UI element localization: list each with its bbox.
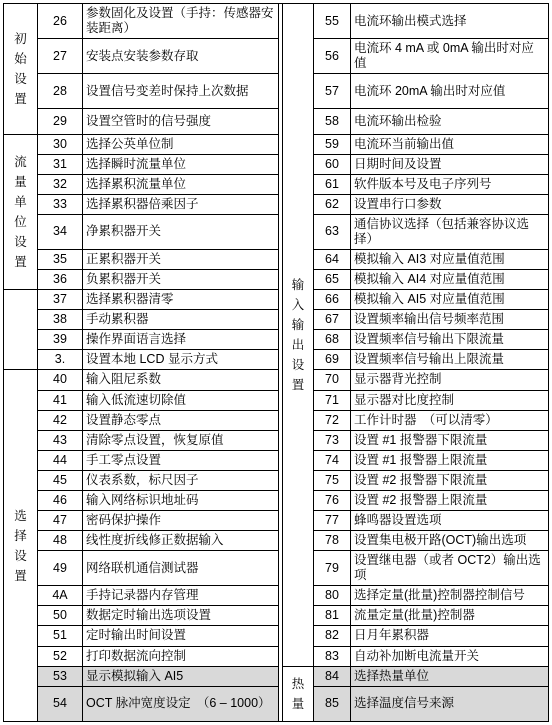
item-number: 40 [38,370,83,390]
table-row [4,270,549,290]
item-description: 密码保护操作 [83,510,279,530]
item-description: 设置空管时的信号强度 [83,109,279,134]
item-number: 46 [38,490,83,510]
item-description: 设置串行口参数 [351,194,549,214]
item-description: 自动补加断电流量开关 [351,646,549,666]
table-row [4,586,549,606]
table-row [4,290,549,310]
item-number: 4A [38,586,83,606]
item-number: 33 [38,194,83,214]
table-row [4,74,549,109]
item-description: 输入网络标识地址码 [83,490,279,510]
item-description: 日期时间及设置 [351,154,549,174]
item-number: 78 [314,531,351,551]
item-description: 选择累积器清零 [83,290,279,310]
table-row [4,430,549,450]
table-row [4,531,549,551]
item-number: 51 [38,626,83,646]
item-number: 64 [314,249,351,269]
item-number: 45 [38,470,83,490]
item-description: 流量定量(批量)控制器 [351,606,549,626]
item-description: 设置静态零点 [83,410,279,430]
item-number: 66 [314,290,351,310]
group-label-text: 选择设置 [14,508,27,583]
table-row [4,551,549,586]
table-row [4,109,549,134]
item-number: 75 [314,470,351,490]
item-description: 设置频率信号输出上限流量 [351,350,549,370]
item-number: 50 [38,606,83,626]
table-row [4,214,549,249]
item-description: 设置 #1 报警器下限流量 [351,430,549,450]
item-number: 76 [314,490,351,510]
table-row [4,510,549,530]
item-number: 32 [38,174,83,194]
item-description: 日月年累积器 [351,626,549,646]
item-number: 3. [38,350,83,370]
item-number: 48 [38,531,83,551]
item-number: 52 [38,646,83,666]
item-number: 67 [314,310,351,330]
group-label [283,666,314,721]
item-number: 80 [314,586,351,606]
table-row [4,470,549,490]
item-description: 模拟输入 AI3 对应量值范围 [351,249,549,269]
item-description: 选择温度信号来源 [351,686,549,721]
group-label [4,290,38,370]
item-number: 54 [38,686,83,721]
item-description: 显示器背光控制 [351,370,549,390]
item-number: 56 [314,39,351,74]
item-description: 操作界面语言选择 [83,330,279,350]
item-description: 设置 #2 报警器上限流量 [351,490,549,510]
item-number: 77 [314,510,351,530]
table-row [4,310,549,330]
item-description: 设置频率输出信号频率范围 [351,310,549,330]
item-number: 39 [38,330,83,350]
item-number: 55 [314,4,351,39]
item-description: 电流环输出模式选择 [351,4,549,39]
item-description: 数据定时输出选项设置 [83,606,279,626]
group-label-text: 流量单位设置 [14,154,27,269]
table-row [4,606,549,626]
table-row [4,666,549,686]
item-number: 26 [38,4,83,39]
item-description: 参数固化及设置（手持：传感器安装距离） [83,4,279,39]
item-description: 电流环 4 mA 或 0mA 输出时对应值 [351,39,549,74]
item-number: 84 [314,666,351,686]
table-row [4,154,549,174]
item-number: 42 [38,410,83,430]
item-number: 43 [38,430,83,450]
group-label-text: 输入输出设置 [291,277,305,392]
item-number: 47 [38,510,83,530]
item-description: 手动累积器 [83,310,279,330]
table-row [4,249,549,269]
item-number: 61 [314,174,351,194]
group-label [4,134,38,290]
item-description: 工作计时器 （可以清零） [351,410,549,430]
item-description: 选择定量(批量)控制器控制信号 [351,586,549,606]
item-description: 设置继电器（或者 OCT2）输出选项 [351,551,549,586]
item-number: 70 [314,370,351,390]
item-number: 34 [38,214,83,249]
table-row [4,390,549,410]
group-label-text: 热量 [291,676,305,711]
item-number: 37 [38,290,83,310]
group-label [4,370,38,722]
item-description: 选择公英单位制 [83,134,279,154]
table-row [4,4,549,39]
item-description: 通信协议选择（包括兼容协议选择） [351,214,549,249]
table-row [4,350,549,370]
item-description: 选择累积流量单位 [83,174,279,194]
item-description: 选择累积器倍乘因子 [83,194,279,214]
item-description: 负累积器开关 [83,270,279,290]
item-description: 打印数据流向控制 [83,646,279,666]
item-description: 设置信号变差时保持上次数据 [83,74,279,109]
item-description: 设置频率信号输出下限流量 [351,330,549,350]
table-row [4,626,549,646]
item-number: 68 [314,330,351,350]
item-number: 29 [38,109,83,134]
item-number: 69 [314,350,351,370]
table-row [4,330,549,350]
item-description: 设置 #2 报警器下限流量 [351,470,549,490]
item-number: 82 [314,626,351,646]
item-number: 36 [38,270,83,290]
item-number: 62 [314,194,351,214]
item-description: 显示器对比度控制 [351,390,549,410]
item-number: 72 [314,410,351,430]
item-description: 电流环当前输出值 [351,134,549,154]
item-description: 定时输出时间设置 [83,626,279,646]
item-number: 49 [38,551,83,586]
item-description: 手持记录器内存管理 [83,586,279,606]
item-description: 模拟输入 AI5 对应量值范围 [351,290,549,310]
item-description: 网络联机通信测试器 [83,551,279,586]
item-description: 线性度折线修正数据输入 [83,531,279,551]
item-description: 正累积器开关 [83,249,279,269]
item-number: 74 [314,450,351,470]
item-description: 电流环输出检验 [351,109,549,134]
item-description: 软件版本号及电子序列号 [351,174,549,194]
item-number: 27 [38,39,83,74]
item-number: 28 [38,74,83,109]
item-number: 57 [314,74,351,109]
item-number: 35 [38,249,83,269]
item-description: 模拟输入 AI4 对应量值范围 [351,270,549,290]
group-label-text: 初始设置 [14,31,27,106]
item-description: 蜂鸣器设置选项 [351,510,549,530]
item-number: 71 [314,390,351,410]
table-row [4,194,549,214]
item-number: 30 [38,134,83,154]
item-description: 选择瞬时流量单位 [83,154,279,174]
item-description: 手工零点设置 [83,450,279,470]
item-number: 38 [38,310,83,330]
table-row [4,410,549,430]
item-number: 60 [314,154,351,174]
table-row [4,370,549,390]
item-number: 41 [38,390,83,410]
table-row [4,450,549,470]
table-row [4,490,549,510]
group-label [4,4,38,135]
item-number: 85 [314,686,351,721]
item-number: 81 [314,606,351,626]
item-description: 选择热量单位 [351,666,549,686]
item-description: 输入低流速切除值 [83,390,279,410]
table-row [4,39,549,74]
item-description: 输入阻尼系数 [83,370,279,390]
group-label [283,4,314,667]
item-number: 83 [314,646,351,666]
item-number: 65 [314,270,351,290]
item-description: 设置 #1 报警器上限流量 [351,450,549,470]
item-number: 53 [38,666,83,686]
item-description: 清除零点设置，恢复原值 [83,430,279,450]
menu-table [3,3,549,722]
table-row [4,646,549,666]
item-description: 设置集电极开路(OCT)输出选项 [351,531,549,551]
item-number: 59 [314,134,351,154]
item-description: 净累积器开关 [83,214,279,249]
item-description: 安装点安装参数存取 [83,39,279,74]
item-description: 显示模拟输入 AI5 [83,666,279,686]
item-description: 设置本地 LCD 显示方式 [83,350,279,370]
table-row [4,134,549,154]
item-number: 73 [314,430,351,450]
item-number: 31 [38,154,83,174]
item-number: 58 [314,109,351,134]
table-row [4,174,549,194]
item-description: OCT 脉冲宽度设定 （6 – 1000） [83,686,279,721]
item-number: 44 [38,450,83,470]
table-row [4,686,549,721]
item-description: 电流环 20mA 输出时对应值 [351,74,549,109]
item-number: 79 [314,551,351,586]
item-number: 63 [314,214,351,249]
item-description: 仪表系数，标尺因子 [83,470,279,490]
